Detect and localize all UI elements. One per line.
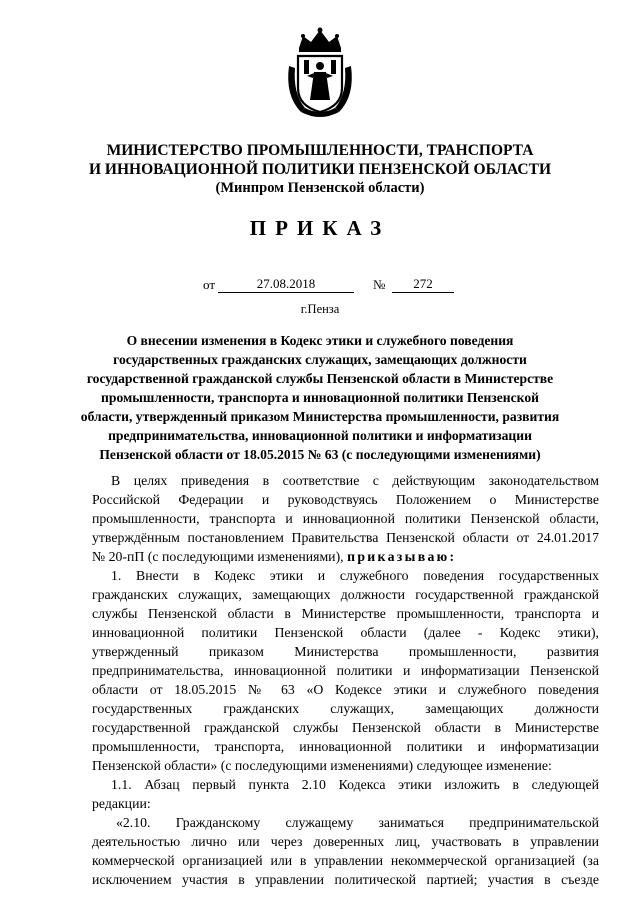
penza-region-coat-of-arms-icon: [281, 26, 359, 120]
body-line: государственных гражданских служащих, замещающих должности: [92, 701, 599, 716]
body-line: утверждённым постановлением Правительства Пензенской области от 24.01.2017: [92, 530, 599, 545]
body-line: государственной гражданской службы Пензенской области в Министерстве: [92, 720, 599, 735]
body-line: исключением участия в управлении политической партией; участия в съезде: [92, 872, 599, 887]
body-line: деятельностью лично или через доверенных лиц, участвовать в управлении: [92, 834, 599, 849]
body-line: Пензенской области» (с последующими изменениями) следующее изменение:: [92, 758, 552, 773]
body-line: предпринимательства, инновационной политики и информатизации Пензенской: [92, 663, 599, 678]
title-line: Пензенской области от 18.05.2015 № 63 (с последующими изменениями): [99, 447, 541, 462]
title-line: государственных гражданских служащих, замещающих должности: [113, 352, 527, 367]
body-line: промышленности, транспорта, инновационной политики и информатизации: [92, 739, 599, 754]
body-line: инновационной политики Пензенской области (далее - Кодекс этики),: [92, 625, 599, 640]
date-label: от: [203, 277, 216, 292]
body-line: 1. Внести в Кодекс этики и служебного поведения государственных: [111, 568, 599, 583]
org-short-name: (Минпром Пензенской области): [215, 180, 425, 196]
body-line: [92, 549, 599, 565]
title-line: промышленности, транспорта и инновационной политики Пензенской: [101, 390, 539, 405]
date-number-line: [0, 276, 640, 296]
body-line: В целях приведения в соответствие с действующим законодательством: [111, 473, 599, 488]
body-line: гражданских служащих, замещающих должности государственной гражданской: [92, 587, 599, 602]
document-type: ПРИКАЗ: [249, 216, 391, 240]
body-line: редакции:: [92, 796, 151, 811]
body-line: Российской Федерации и руководствуясь Положением о Министерстве: [92, 492, 599, 507]
body-line: области от 18.05.2015 № 63 «О Кодексе этики и служебного поведения: [92, 682, 599, 697]
title-line: государственной гражданской службы Пензенской области в Министерстве: [86, 371, 554, 386]
body-line: 1.1. Абзац первый пункта 2.10 Кодекса этики изложить в следующей: [111, 777, 599, 792]
document-number: 272: [392, 276, 454, 293]
org-name-line1: МИНИСТЕРСТВО ПРОМЫШЛЕННОСТИ, ТРАНСПОРТА: [106, 142, 534, 159]
order-word: приказываю:: [347, 549, 457, 564]
body-line: службы Пензенской области в Министерстве промышленности, транспорта и: [92, 606, 599, 621]
title-line: О внесении изменения в Кодекс этики и служебного поведения: [126, 333, 514, 348]
document-date: 27.08.2018: [218, 276, 354, 293]
org-name-line2: И ИННОВАЦИОННОЙ ПОЛИТИКИ ПЕНЗЕНСКОЙ ОБЛАСТИ: [88, 161, 552, 178]
body-line: промышленности, транспорта и инновационной политики Пензенской области,: [92, 511, 599, 526]
title-line: предпринимательства, инновационной политики и информатизации: [108, 428, 532, 443]
city: г.Пенза: [300, 302, 340, 316]
body-text: № 20-пП (с последующими изменениями),: [92, 549, 344, 564]
body-line: «2.10. Гражданскому служащему заниматься предпринимательской: [116, 815, 599, 830]
body-line: утвержденный приказом Министерства промышленности, развития: [92, 644, 599, 659]
number-label: №: [373, 277, 386, 292]
body-line: коммерческой организацией или в управлении некоммерческой организацией (за: [92, 853, 599, 868]
title-line: области, утвержденный приказом Министерства промышленности, развития: [80, 409, 560, 424]
